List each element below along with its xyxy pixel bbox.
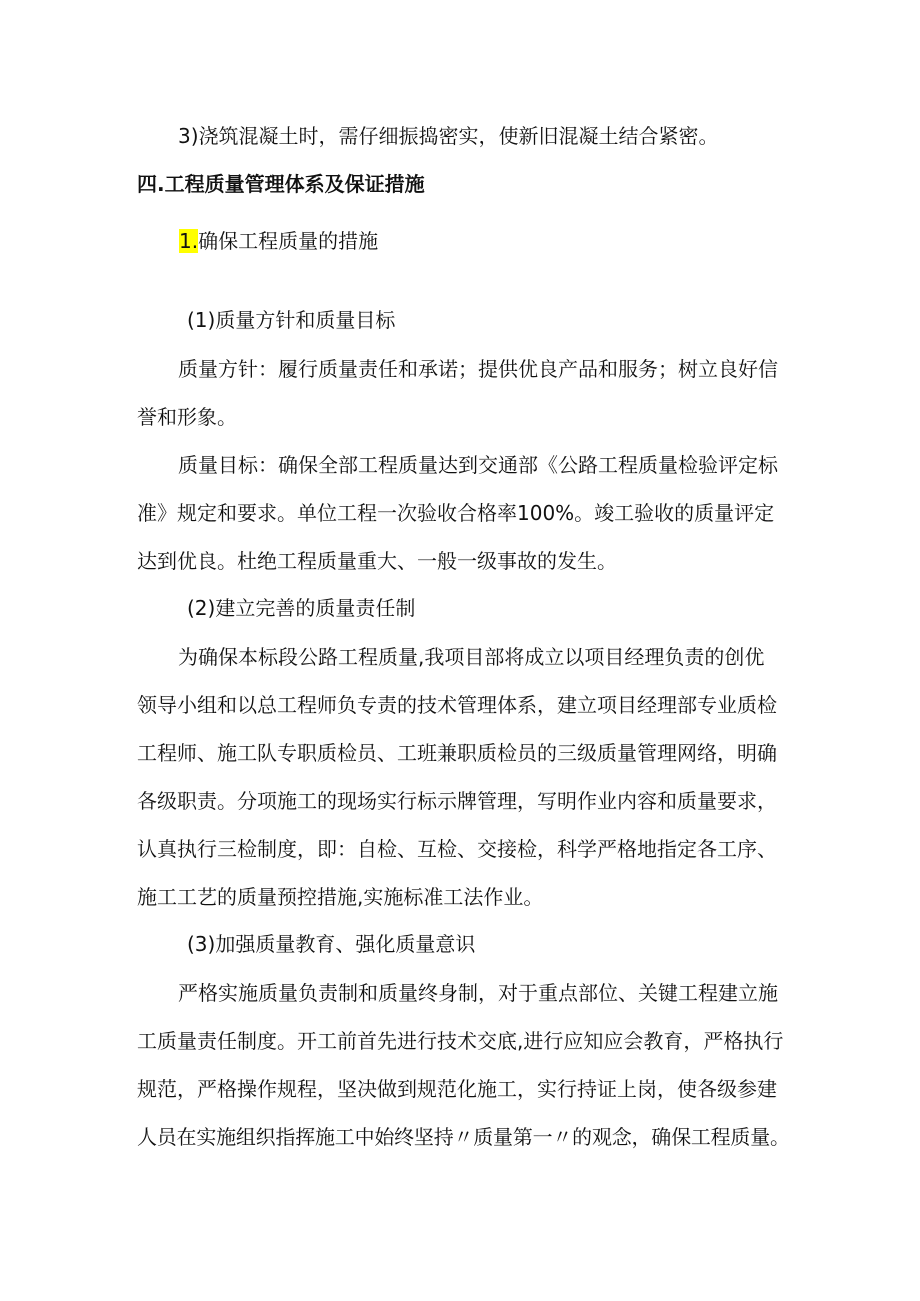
para-3-line-1: 严格实施质量负责制和质量终身制，对于重点部位、关键工程建立施 (178, 981, 778, 1005)
target-line-2: 准》规定和要求。单位工程一次验收合格率100%。竣工验收的质量评定 (137, 501, 775, 525)
para-1-title: (1)质量方针和质量目标 (187, 308, 396, 332)
highlighted-number: 1. (179, 229, 199, 253)
para-2-line-1: 为确保本标段公路工程质量,我项目部将成立以项目经理负责的创优 (178, 645, 765, 669)
section-heading: 四.工程质量管理体系及保证措施 (137, 172, 425, 196)
para-2-line-2: 领导小组和以总工程师负专责的技术管理体系，建立项目经理部专业质检 (137, 693, 777, 717)
para-2-line-6: 施工工艺的质量预控措施,实施标准工法作业。 (137, 885, 544, 909)
para-2-title: (2)建立完善的质量责任制 (187, 596, 416, 620)
para-2-line-3: 工程师、施工队专职质检员、工班兼职质检员的三级质量管理网络，明确 (137, 741, 777, 765)
subsection-1-heading (179, 227, 378, 255)
para-3-title: (3)加强质量教育、强化质量意识 (187, 932, 476, 956)
item-3-line: 3)浇筑混凝土时，需仔细振捣密实，使新旧混凝土结合紧密。 (178, 124, 719, 148)
para-3-line-2: 工质量责任制度。开工前首先进行技术交底,进行应知应会教育，严格执行 (137, 1029, 784, 1053)
policy-line-2: 誉和形象。 (137, 405, 237, 429)
target-line-3: 达到优良。杜绝工程质量重大、一般一级事故的发生。 (137, 549, 617, 573)
para-2-line-5: 认真执行三检制度，即：自检、互检、交接检，科学严格地指定各工序、 (137, 837, 777, 861)
subsection-1-title: 确保工程质量的措施 (198, 229, 379, 253)
target-line-1: 质量目标：确保全部工程质量达到交通部《公路工程质量检验评定标 (178, 453, 778, 477)
para-2-line-4: 各级职责。分项施工的现场实行标示牌管理，写明作业内容和质量要求， (137, 789, 777, 813)
policy-line-1: 质量方针：履行质量责任和承诺；提供优良产品和服务；树立良好信 (178, 357, 778, 381)
para-3-line-3: 规范，严格操作规程，坚决做到规范化施工，实行持证上岗，使各级参建 (137, 1077, 777, 1101)
para-3-line-4: 人员在实施组织指挥施工中始终坚持〃质量第一〃的观念，确保工程质量。 (137, 1125, 790, 1149)
